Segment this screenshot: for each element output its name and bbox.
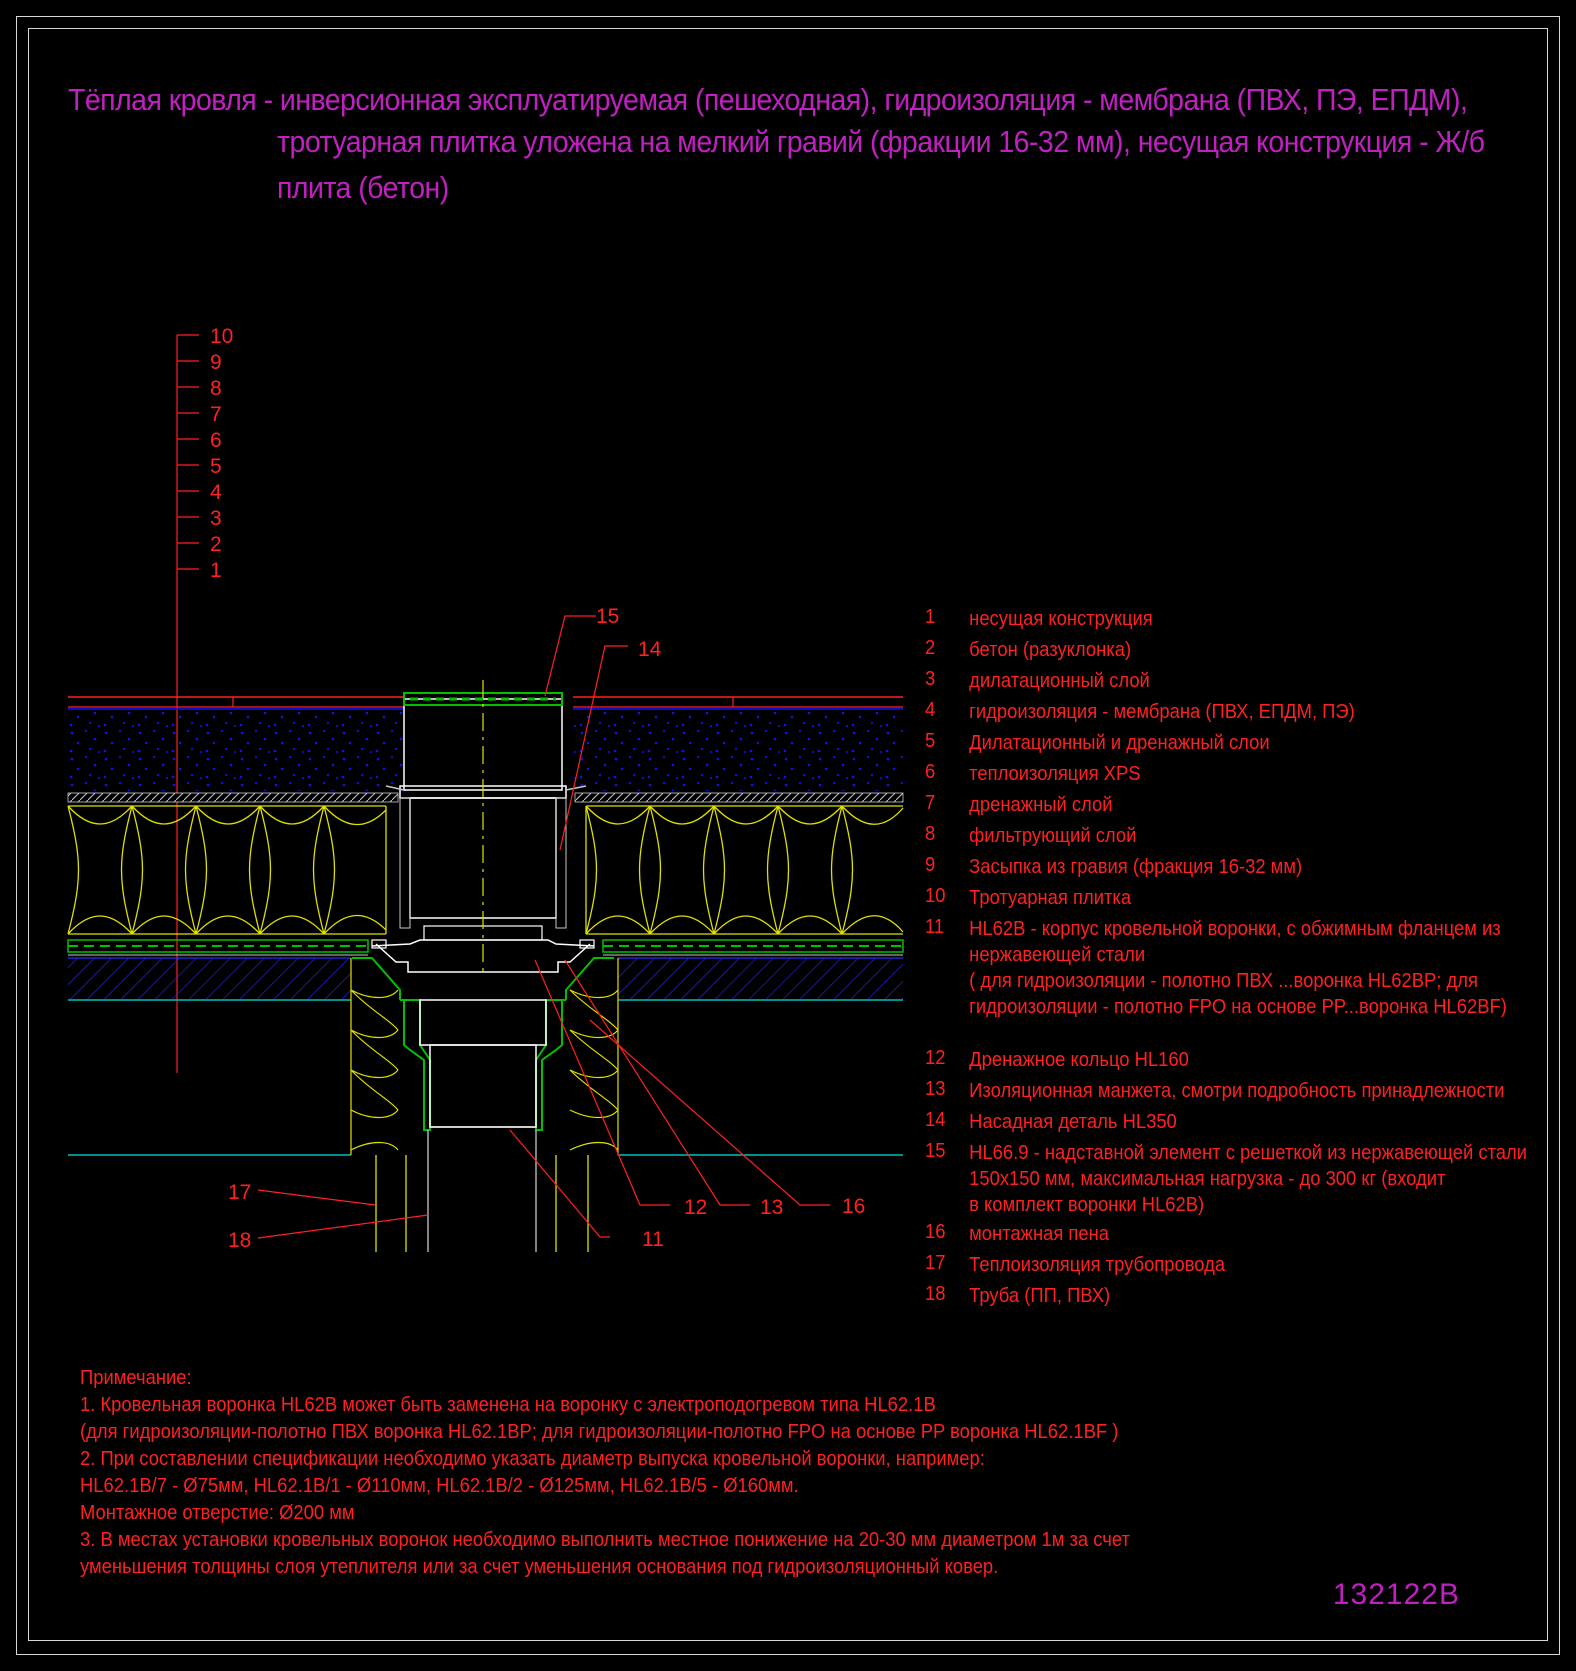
- callout-12: 12: [684, 1196, 708, 1219]
- callout-14: 14: [638, 638, 662, 661]
- callout-11: 11: [642, 1228, 664, 1251]
- note-line: Монтажное отверстие: Ø200 мм: [80, 1502, 355, 1524]
- callout-13: 13: [760, 1196, 784, 1219]
- xps-insulation-layer: [68, 806, 903, 934]
- structural-slab: [68, 1000, 903, 1155]
- scale-label-9: 9: [210, 351, 222, 374]
- mounting-foam: [351, 958, 618, 1155]
- title-line-2: тротуарная плитка уложена на мелкий гравий (фракции 16-32 мм), несущая конструкция - Ж/б: [277, 124, 1485, 159]
- note-line: 1. Кровельная воронка HL62B может быть заменена на воронку с электроподогревом типа HL62.1B: [80, 1394, 936, 1416]
- note-line: HL62.1B/7 - Ø75мм, HL62.1B/1 - Ø110мм, HL62.1B/2 - Ø125мм, HL62.1B/5 - Ø160мм.: [80, 1475, 799, 1497]
- callout-16: 16: [842, 1195, 866, 1218]
- callout-17: 17: [228, 1181, 252, 1204]
- scale-label-1: 1: [210, 559, 222, 582]
- note-line: 2. При составлении спецификации необходимо указать диаметр выпуска кровельной воронки, например:: [80, 1448, 985, 1470]
- callout-18: 18: [228, 1229, 252, 1252]
- scale-label-8: 8: [210, 377, 222, 400]
- concrete-slope-layer: [68, 958, 903, 999]
- note-line: 3. В местах установки кровельных воронок необходимо выполнить местное понижение на 20-30 мм диаметром 1м за счет: [80, 1529, 1130, 1551]
- title-line-1: Тёплая кровля - инверсионная эксплуатируемая (пешеходная), гидроизоляция - мембрана (ПВХ, ПЭ, ЕПДМ),: [68, 82, 1468, 117]
- drawing-code: 132122B: [1332, 1578, 1460, 1611]
- waterproofing-membrane: [68, 940, 903, 955]
- title-line-3: плита (бетон): [277, 170, 449, 205]
- note-line: (для гидроизоляции-полотно ПВХ воронка HL62.1BP; для гидроизоляции-полотно FPO на основе PP воронка HL62.1BF ): [80, 1421, 1119, 1443]
- paving-and-gravel-layers: [68, 697, 903, 791]
- scale-label-3: 3: [210, 507, 222, 530]
- scale-label-7: 7: [210, 403, 222, 426]
- scale-label-4: 4: [210, 481, 222, 504]
- scale-label-2: 2: [210, 533, 222, 556]
- notes-block: [80, 1365, 1130, 1581]
- scale-label-6: 6: [210, 429, 222, 452]
- scale-label-5: 5: [210, 455, 222, 478]
- scale-label-10: 10: [210, 325, 234, 348]
- note-line: уменьшения толщины слоя утеплителя или за счет уменьшения основания под гидроизоляционный ковер.: [80, 1556, 999, 1578]
- callout-15: 15: [596, 605, 620, 628]
- notes-heading: Примечание:: [80, 1367, 192, 1389]
